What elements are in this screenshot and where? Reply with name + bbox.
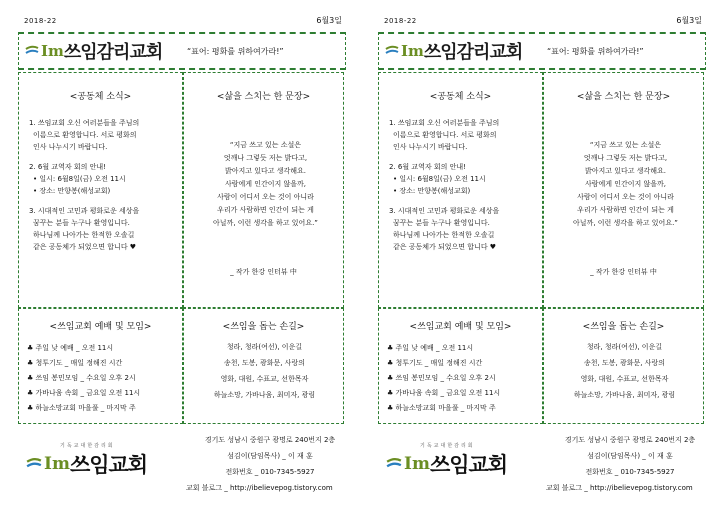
worship-item: ♣ 주일 낮 예배 _ 오전 11시: [387, 344, 474, 352]
footer-address: 경기도 성남시 중원구 광명로 240번지 2층: [564, 436, 696, 444]
footer-pastor: 섬김이(담임목사) _ 이 재 훈: [587, 452, 673, 460]
bulletin-left: [8, 0, 354, 508]
worship-title: <쓰임교회 예배 및 모임>: [409, 322, 512, 332]
logo-name: 쓰임감리교회: [423, 42, 523, 63]
footer-phone: 전화번호 _ 010-7345-5927: [585, 468, 675, 476]
header-year: 2018-22: [24, 17, 57, 25]
community-news-list: [389, 117, 534, 261]
news-item: 1. 쓰임교회 오신 여러분들을 주님의 이름으로 환영합니다. 서로 평화의 인사 나누시기 바랍니다.: [29, 119, 140, 151]
church-logo: [25, 38, 162, 64]
worship-item: ♣ 청투기도 _ 매일 정해진 시간: [387, 359, 483, 367]
bulletin-right: [368, 0, 714, 508]
footer-logo: [386, 442, 507, 479]
community-news-title: <공동체 소식>: [429, 92, 492, 102]
worship-title: <쓰임교회 예배 및 모임>: [49, 322, 152, 332]
church-logo: [385, 38, 522, 64]
worship-item: ♣ 쓰임 봉민모임 _ 수요일 오후 2시: [27, 374, 136, 382]
helping-list: 청라, 청라(여선), 이운길 송천, 도봉, 광화문, 사랑의 영화, 대원, 수표교, 선한목자 하늘소망, 가바나움, 최미자, 광림: [213, 343, 316, 399]
quote-title: <삶을 스치는 한 문장>: [216, 92, 311, 102]
worship-list: [27, 341, 178, 416]
community-news-cell: [378, 72, 543, 308]
community-news-cell: [18, 72, 183, 308]
content-grid: [378, 72, 704, 424]
community-news-list: [29, 117, 174, 261]
helping-title: <쓰임을 돕는 손길>: [582, 322, 665, 332]
news-item: 2. 6월 교역자 회의 안내! • 일시: 6월8일(금) 오전 11시 • 장소: 만향봉(해성교회): [389, 163, 486, 195]
news-item: 3. 시대적인 고민과 평화로운 세상을 꿈꾸는 분들 누구나 환영입니다. 하나님께 나아가는 한적한 오솔길 같은 공동체가 되었으면 합니다 ♥: [29, 207, 140, 251]
worship-item: ♣ 가바나움 속회 _ 금요일 오전 11시: [387, 389, 501, 397]
footer-address: 경기도 성남시 중원구 광명로 240번지 2층: [204, 436, 336, 444]
footer-blog: 교회 블로그 _ http://ibelievepog.tistory.com: [546, 484, 693, 492]
helping-title: <쓰임을 돕는 손길>: [222, 322, 305, 332]
helping-cell: [183, 308, 344, 424]
swoosh-icon: [386, 457, 402, 471]
quote-author: _ 작가 한강 인터뷰 中: [230, 268, 297, 276]
title-box: [378, 32, 706, 70]
footer-pastor: 섬김이(담임목사) _ 이 재 훈: [227, 452, 313, 460]
logo-prefix: Im: [401, 42, 424, 60]
quote-text: “지금 쓰고 있는 소설은 엇깨나 그렇듯 저는 밝다고, 밝아지고 있다고 생각해요. 사람에게 인간이지 않을까, 사람이 어디서 오는 것이 아니라 우리가 사람하면 인간이 되는 게 아닐까, 이런 생각을 하고 있어요.”: [573, 141, 678, 227]
helping-cell: [543, 308, 704, 424]
logo-prefix: Im: [41, 42, 64, 60]
footer-logo-prefix: Im: [404, 454, 430, 474]
quote-text: “지금 쓰고 있는 소설은 엇깨나 그렇듯 저는 밝다고, 밝아지고 있다고 생각해요. 사람에게 인간이지 않을까, 사람이 어디서 오는 것이 아니라 우리가 사람하면 인간이 되는 게 아닐까, 이런 생각을 하고 있어요.”: [213, 141, 318, 227]
worship-item: ♣ 하늘소망교회 마을풀 _ 마지막 주: [387, 404, 496, 412]
content-grid: [18, 72, 344, 424]
footer-phone: 전화번호 _ 010-7345-5927: [225, 468, 315, 476]
quote-cell: [183, 72, 344, 308]
worship-item: ♣ 하늘소망교회 마을풀 _ 마지막 주: [27, 404, 136, 412]
motto: “표어: 평화를 위하여가라!”: [187, 47, 284, 56]
news-item: 2. 6월 교역자 회의 안내! • 일시: 6월8일(금) 오전 11시 • 장소: 만향봉(해성교회): [29, 163, 126, 195]
title-box: [18, 32, 346, 70]
footer-logo: [26, 442, 147, 479]
footer-blog: 교회 블로그 _ http://ibelievepog.tistory.com: [186, 484, 333, 492]
logo-name: 쓰임감리교회: [63, 42, 163, 63]
footer-logo-prefix: Im: [44, 454, 70, 474]
motto: “표어: 평화를 위하여가라!”: [547, 47, 644, 56]
footer-logo-name: 쓰임교회: [69, 453, 148, 477]
worship-list: [387, 341, 538, 416]
worship-cell: [18, 308, 183, 424]
worship-cell: [378, 308, 543, 424]
worship-item: ♣ 청투기도 _ 매일 정해진 시간: [27, 359, 123, 367]
footer-info: [546, 432, 714, 496]
footer-logo-name: 쓰임교회: [429, 453, 508, 477]
footer-logo-denomination: 기독교대한감리회: [420, 443, 475, 449]
swoosh-icon: [26, 457, 42, 471]
footer-info: [186, 432, 354, 496]
header-date: 6월3일: [676, 16, 702, 25]
header-date: 6월3일: [316, 16, 342, 25]
news-item: 1. 쓰임교회 오신 여러분들을 주님의 이름으로 환영합니다. 서로 평화의 인사 나누시기 바랍니다.: [389, 119, 500, 151]
quote-author: _ 작가 한강 인터뷰 中: [590, 268, 657, 276]
worship-item: ♣ 가바나움 속회 _ 금요일 오전 11시: [27, 389, 141, 397]
news-item: 3. 시대적인 고민과 평화로운 세상을 꿈꾸는 분들 누구나 환영입니다. 하나님께 나아가는 한적한 오솔길 같은 공동체가 되었으면 합니다 ♥: [389, 207, 500, 251]
quote-title: <삶을 스치는 한 문장>: [576, 92, 671, 102]
community-news-title: <공동체 소식>: [69, 92, 132, 102]
swoosh-icon: [25, 45, 39, 57]
worship-item: ♣ 쓰임 봉민모임 _ 수요일 오후 2시: [387, 374, 496, 382]
footer-logo-denomination: 기독교대한감리회: [60, 443, 115, 449]
quote-cell: [543, 72, 704, 308]
helping-list: 청라, 청라(여선), 이운길 송천, 도봉, 광화문, 사랑의 영화, 대원, 수표교, 선한목자 하늘소망, 가바나움, 최미자, 광림: [573, 343, 676, 399]
swoosh-icon: [385, 45, 399, 57]
worship-item: ♣ 주일 낮 예배 _ 오전 11시: [27, 344, 114, 352]
header-year: 2018-22: [384, 17, 417, 25]
